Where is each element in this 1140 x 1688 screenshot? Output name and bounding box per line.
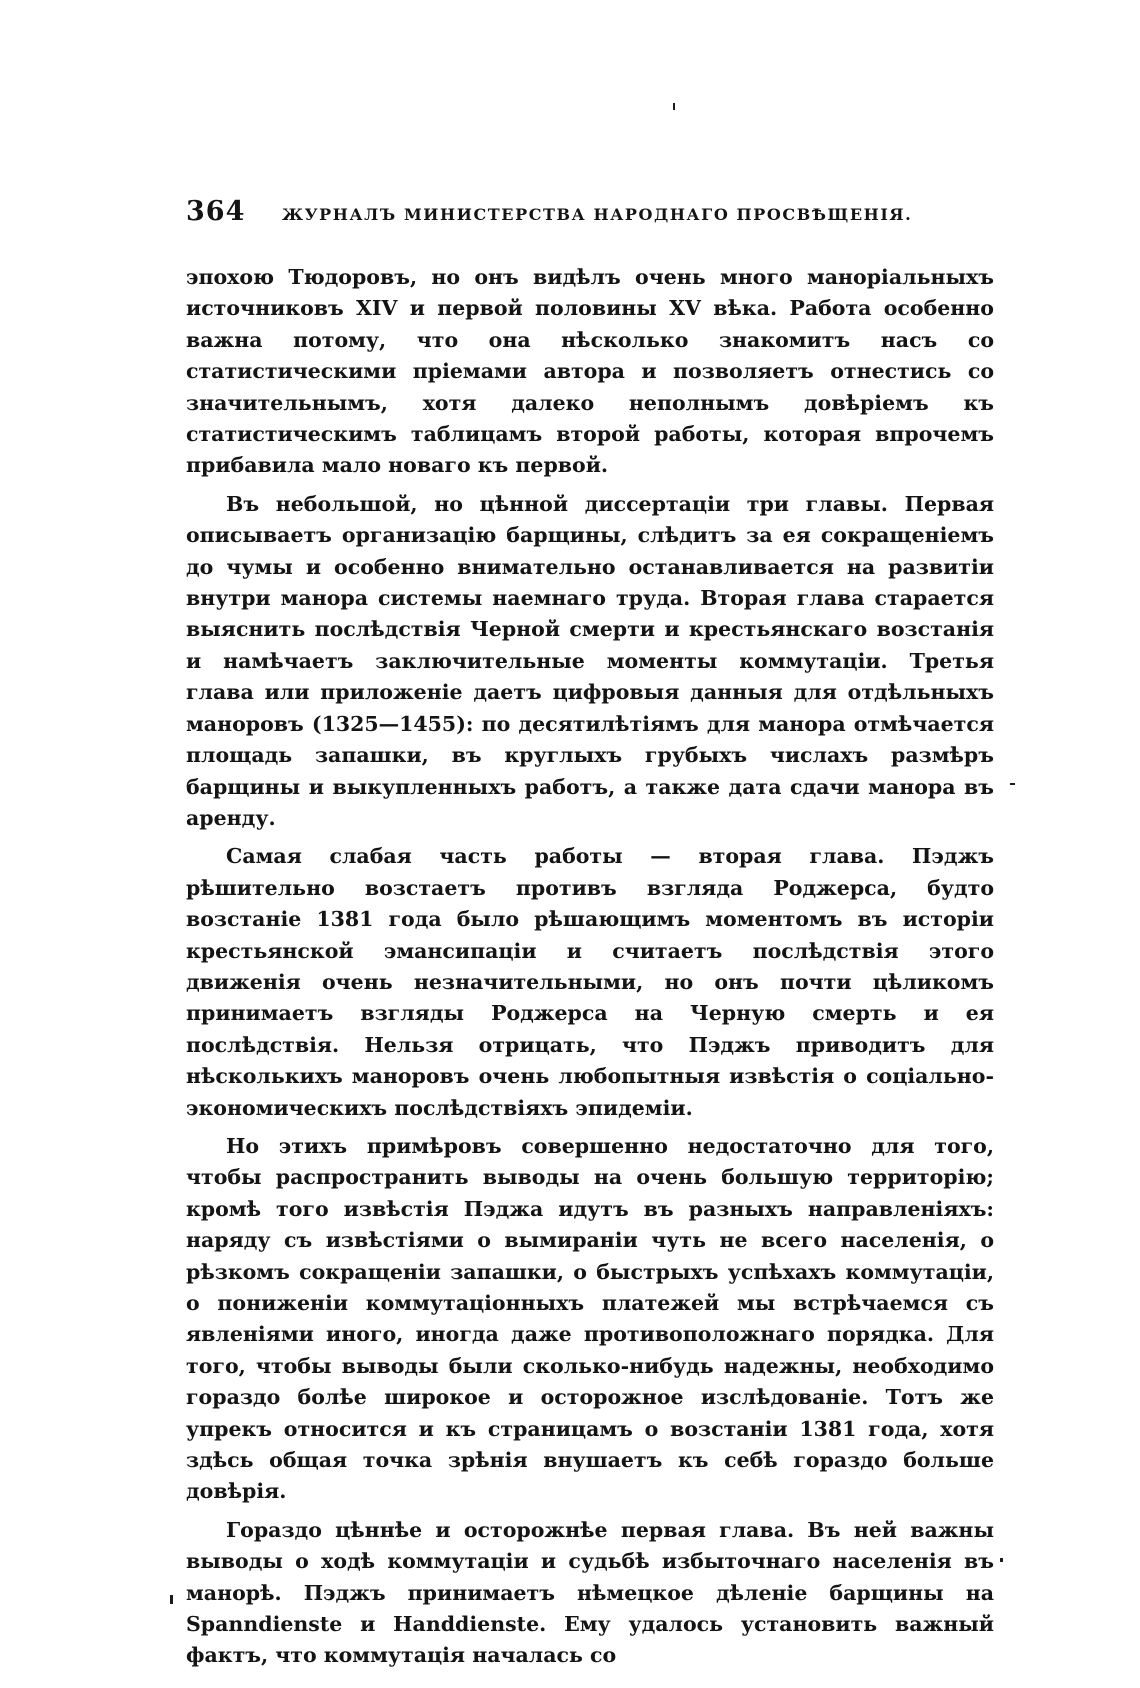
paragraph: Въ небольшой, но цѣнной диссертацiи три главы. Первая описываетъ организацiю барщины, слѣдитъ за ея сокращенiемъ до чумы и особенно внимательно останавливается на развитiи внутри манора системы наемнаго труда. Вторая глава старается выяснить послѣдствiя Черной смерти и крестьянскаго возстанiя и намѣчаетъ заключительные моменты коммутацiи. Третья глава или приложенiе даетъ цифровыя данныя для отдѣльныхъ маноровъ (1325—1455): по десятилѣтiямъ для манора отмѣчается площадь запашки, въ круглыхъ грубыхъ числахъ размѣръ барщины и выкупленныхъ работъ, а также дата сдачи манора въ аренду.: [186, 491, 994, 830]
paragraph: Гораздо цѣннѣе и осторожнѣе первая глава. Въ ней важны выводы о ходѣ коммутацiи и судьбѣ избыточнаго населенiя въ манорѣ. Пэджъ принимаетъ нѣмецкое дѣленiе барщины на Spanndienste и Handdienste. Ему удалось установить важный фактъ, что коммутацiя началась со: [186, 1517, 994, 1668]
page-number: 364: [186, 196, 246, 227]
scan-speck: [1010, 783, 1015, 785]
paragraph: Но этихъ примѣровъ совершенно недостаточно для того, чтобы распространить выводы на очень большую территорiю; кромѣ того извѣстiя Пэджа идутъ въ разныхъ направленiяхъ: наряду съ извѣстiями о вымиранiи чуть не всего населенiя, о рѣзкомъ сокращенiи запашки, о быстрыхъ успѣхахъ коммутацiи, о пониженiи коммутацiонныхъ платежей мы встрѣчаемся съ явленiями иного, иногда даже противоположнаго порядка. Для того, чтобы выводы были сколько-нибудь надежны, необходимо гораздо болѣе широкое и осторожное изслѣдованiе. Тотъ же упрекъ относится и къ страницамъ о возстанiи 1381 года, хотя здѣсь общая точка зрѣнiя внушаетъ къ себѣ гораздо больше довѣрiя.: [186, 1133, 994, 1504]
scan-speck: [170, 1595, 173, 1604]
paragraph: Самая слабая часть работы — вторая глава. Пэджъ рѣшительно возстаетъ противъ взгляда Роджерса, будто возстанiе 1381 года было рѣшающимъ моментомъ въ исторiи крестьянской эмансипацiи и считаетъ послѣдствiя этого движенiя очень незначительными, но онъ почти цѣликомъ принимаетъ взгляды Роджерса на Черную смерть и ея послѣдствiя. Нельзя отрицать, что Пэджъ приводитъ для нѣсколькихъ маноровъ очень любопытныя извѣстiя о соцiально-экономическихъ послѣдствiяхъ эпидемiи.: [186, 844, 994, 1120]
running-head: ЖУРНАЛЪ МИНИСТЕРСТВА НАРОДНАГО ПРОСВѢЩЕНІЯ.: [282, 205, 913, 224]
scan-speck: [673, 103, 675, 110]
document-page: [186, 196, 994, 1679]
page-header: [186, 196, 994, 236]
paragraph: эпохою Тюдоровъ, но онъ видѣлъ очень много манорiальныхъ источниковъ XIV и первой половины XV вѣка. Работа особенно важна потому, что она нѣсколько знакомитъ насъ со статистическими прiемами автора и позволяетъ отнестись со значительнымъ, хотя далеко неполнымъ довѣрiемъ къ статистическимъ таблицамъ второй работы, которая впрочемъ прибавила мало новаго къ первой.: [186, 265, 994, 478]
scan-speck: [1000, 1558, 1003, 1562]
body-text: [186, 262, 994, 1672]
